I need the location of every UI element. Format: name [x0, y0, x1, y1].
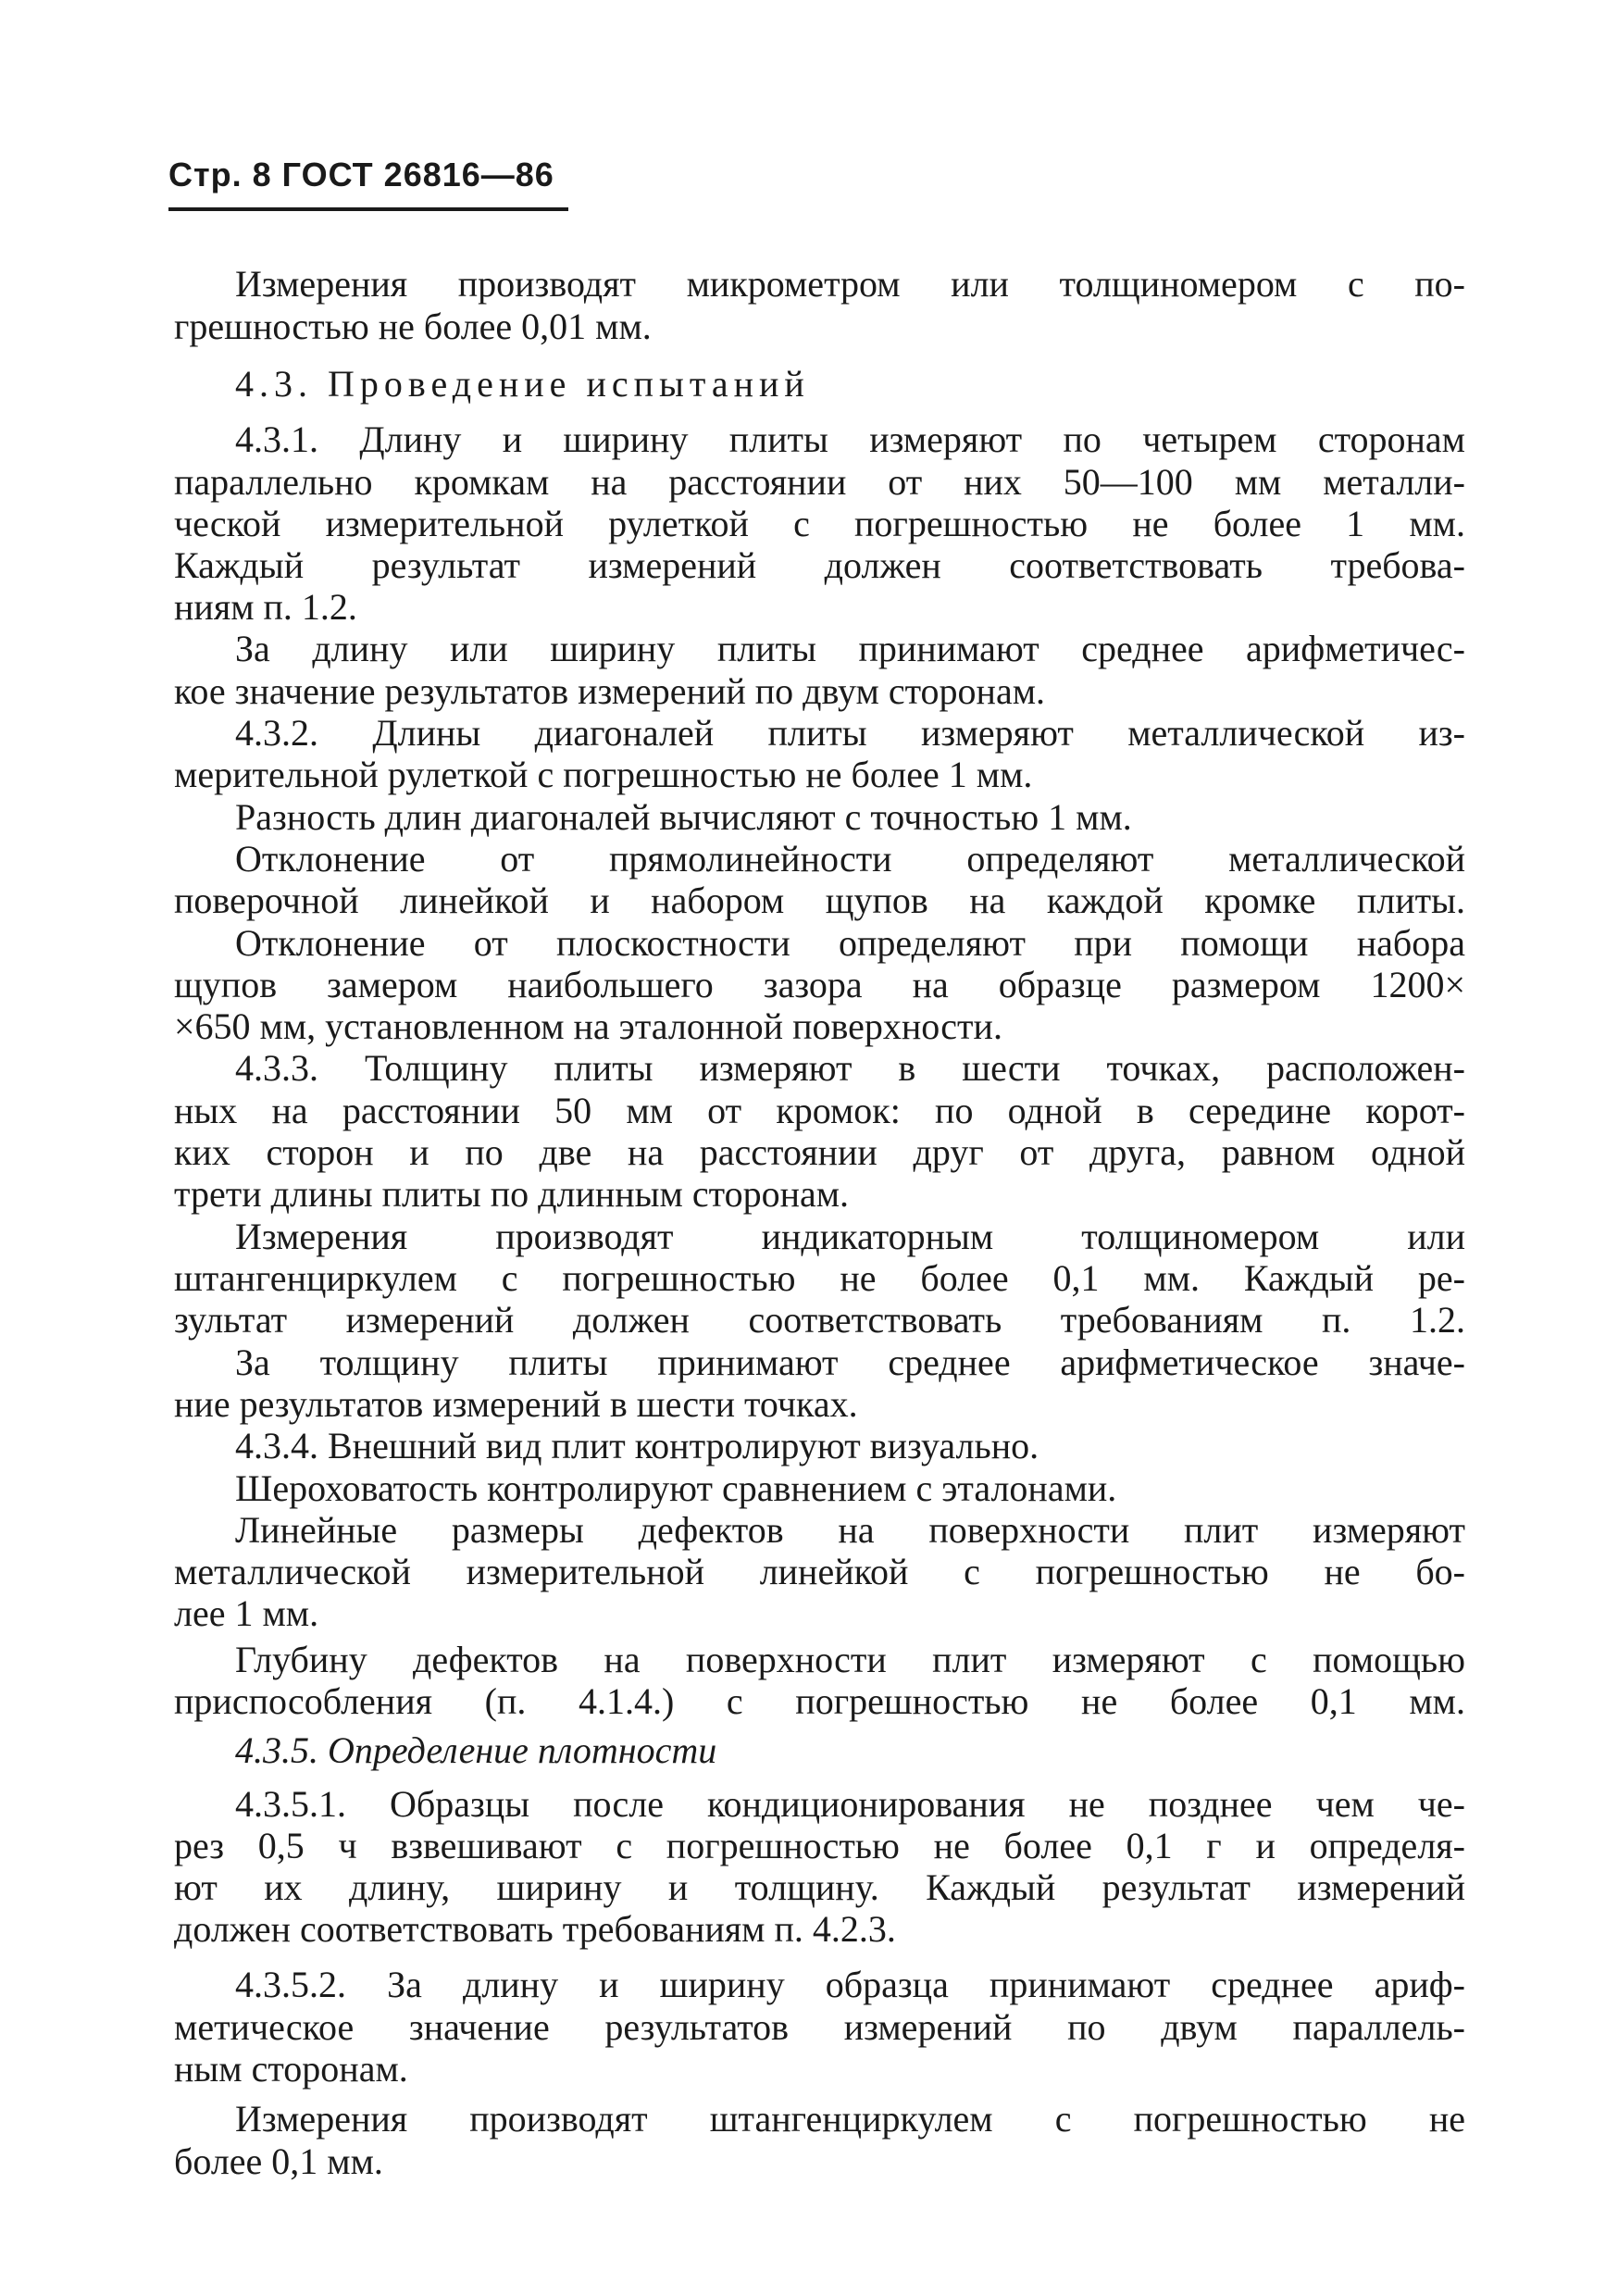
- text-line: Глубину дефектов на поверхности плит измеряют с помощью: [235, 1639, 1465, 1680]
- text-line: 4.3.5.2. За длину и ширину образца принимают среднее ариф-: [235, 1964, 1465, 2005]
- text-line: приспособления (п. 4.1.4.) с погрешностью не более 0,1 мм.: [174, 1680, 1465, 1722]
- text-line: штангенциркулем с погрешностью не более 0,1 мм. Каждый ре-: [174, 1257, 1465, 1299]
- section-heading: 4.3. Проведение испытаний: [235, 363, 810, 405]
- text-line: Линейные размеры дефектов на поверхности плит измеряют: [235, 1509, 1465, 1551]
- text-line: ких сторон и по две на расстоянии друг от друга, равном одной: [174, 1131, 1465, 1173]
- text-line: Разность длин диагоналей вычисляют с точностью 1 мм.: [235, 796, 1132, 838]
- text-line: металлической измерительной линейкой с погрешностью не бо-: [174, 1551, 1465, 1592]
- text-line: 4.3.2. Длины диагоналей плиты измеряют металлической из-: [235, 712, 1465, 754]
- text-line: Измерения производят индикаторным толщиномером или: [235, 1216, 1465, 1257]
- text-line: мерительной рулеткой с погрешностью не более 1 мм.: [174, 754, 1033, 795]
- text-line: ческой измерительной рулеткой с погрешностью не более 1 мм.: [174, 503, 1465, 544]
- subsection-heading: 4.3.5. Определение плотности: [235, 1729, 717, 1771]
- text-line: За толщину плиты принимают среднее арифметическое значе-: [235, 1341, 1465, 1383]
- text-line: зультат измерений должен соответствовать требованиям п. 1.2.: [174, 1299, 1465, 1341]
- text-line: лее 1 мм.: [174, 1592, 319, 1634]
- text-line: Измерения производят штангенциркулем с погрешностью не: [235, 2098, 1465, 2140]
- header-rule: [168, 207, 568, 211]
- text-line: поверочной линейкой и набором щупов на каждой кромке плиты.: [174, 880, 1465, 921]
- text-line: 4.3.3. Толщину плиты измеряют в шести точках, расположен-: [235, 1047, 1465, 1089]
- text-line: параллельно кромкам на расстоянии от них 50—100 мм металли-: [174, 461, 1465, 503]
- text-line: трети длины плиты по длинным сторонам.: [174, 1173, 850, 1215]
- text-line: Каждый результат измерений должен соответствовать требова-: [174, 544, 1465, 586]
- text-line: 4.3.5.1. Образцы после кондиционирования не позднее чем че-: [235, 1783, 1465, 1825]
- text-line: Отклонение от прямолинейности определяют металлической: [235, 838, 1465, 880]
- page-header: Стр. 8 ГОСТ 26816—86: [168, 156, 554, 193]
- text-line: ных на расстоянии 50 мм от кромок: по одной в середине корот-: [174, 1090, 1465, 1131]
- text-line: более 0,1 мм.: [174, 2140, 383, 2182]
- text-line: грешностью не более 0,01 мм.: [174, 306, 652, 347]
- text-line: ют их длину, ширину и толщину. Каждый результат измерений: [174, 1866, 1465, 1908]
- text-line: 4.3.1. Длину и ширину плиты измеряют по четырем сторонам: [235, 418, 1465, 460]
- text-line: 4.3.4. Внешний вид плит контролируют визуально.: [235, 1425, 1039, 1466]
- text-line: Измерения производят микрометром или толщиномером с по-: [235, 263, 1465, 305]
- text-line: ние результатов измерений в шести точках.: [174, 1383, 858, 1425]
- text-line: метическое значение результатов измерений по двум параллель-: [174, 2006, 1465, 2048]
- text-line: ниям п. 1.2.: [174, 586, 357, 628]
- text-line: За длину или ширину плиты принимают среднее арифметичес-: [235, 628, 1465, 669]
- text-line: Шероховатость контролируют сравнением с эталонами.: [235, 1467, 1117, 1509]
- text-line: должен соответствовать требованиям п. 4.2.3.: [174, 1908, 896, 1950]
- text-line: ным сторонам.: [174, 2048, 408, 2090]
- text-line: щупов замером наибольшего зазора на образце размером 1200×: [174, 964, 1465, 1005]
- text-line: ×650 мм, установленном на эталонной поверхности.: [174, 1005, 1002, 1047]
- text-line: рез 0,5 ч взвешивают с погрешностью не более 0,1 г и определя-: [174, 1825, 1465, 1866]
- text-line: кое значение результатов измерений по двум сторонам.: [174, 670, 1046, 712]
- text-line: Отклонение от плоскостности определяют при помощи набора: [235, 922, 1465, 964]
